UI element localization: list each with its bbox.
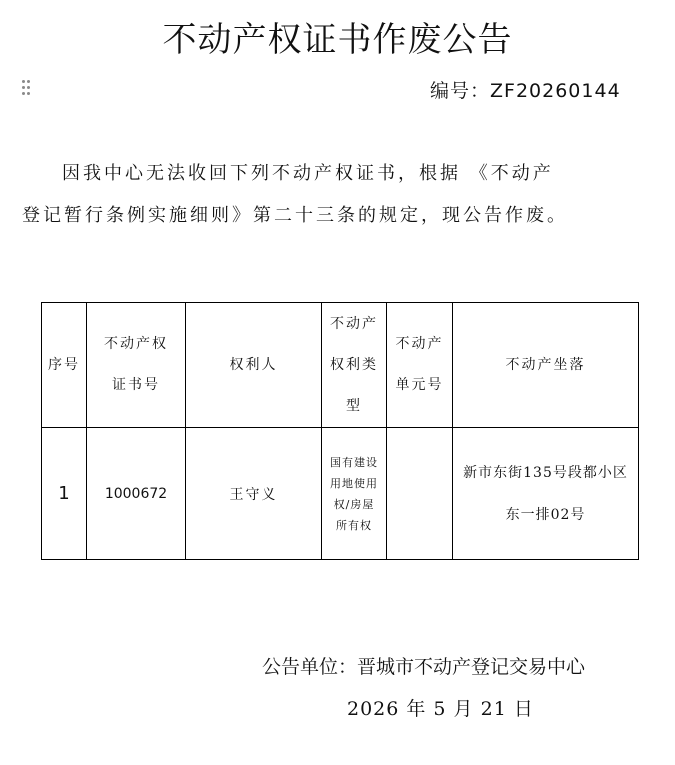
header-cert-number: 不动产权证书号 <box>87 303 186 428</box>
header-unit-number: 不动产单元号 <box>387 303 453 428</box>
cell-cert-number: 1000672 <box>87 428 186 560</box>
body-text-line-2: 登记暂行条例实施细则》第二十三条的规定，现公告作废。 <box>22 205 568 226</box>
issuing-unit: 公告单位：晋城市不动产登记交易中心 <box>262 656 586 678</box>
header-seq: 序号 <box>42 303 87 428</box>
header-right-type: 不动产权利类型 <box>322 303 387 428</box>
body-text-line-1: 因我中心无法收回下列不动产权证书，根据 《不动产 <box>62 163 554 184</box>
void-certificate-table <box>41 302 639 560</box>
header-holder: 权利人 <box>186 303 322 428</box>
cell-holder: 王守义 <box>186 428 322 560</box>
notice-date: 2026 年 5 月 21 日 <box>347 698 534 720</box>
table-header-row <box>42 303 639 428</box>
cell-unit-number <box>387 428 453 560</box>
document-number: 编号：ZF20260144 <box>430 80 621 102</box>
cell-seq: 1 <box>42 428 87 560</box>
table-row <box>42 428 639 560</box>
header-location: 不动产坐落 <box>453 303 639 428</box>
drag-handle-icon[interactable] <box>22 80 32 96</box>
cell-location: 新市东街135号段都小区东一排02号 <box>453 428 639 560</box>
cell-right-type: 国有建设用地使用权/房屋所有权 <box>322 428 387 560</box>
notice-title: 不动产权证书作废公告 <box>162 20 513 60</box>
